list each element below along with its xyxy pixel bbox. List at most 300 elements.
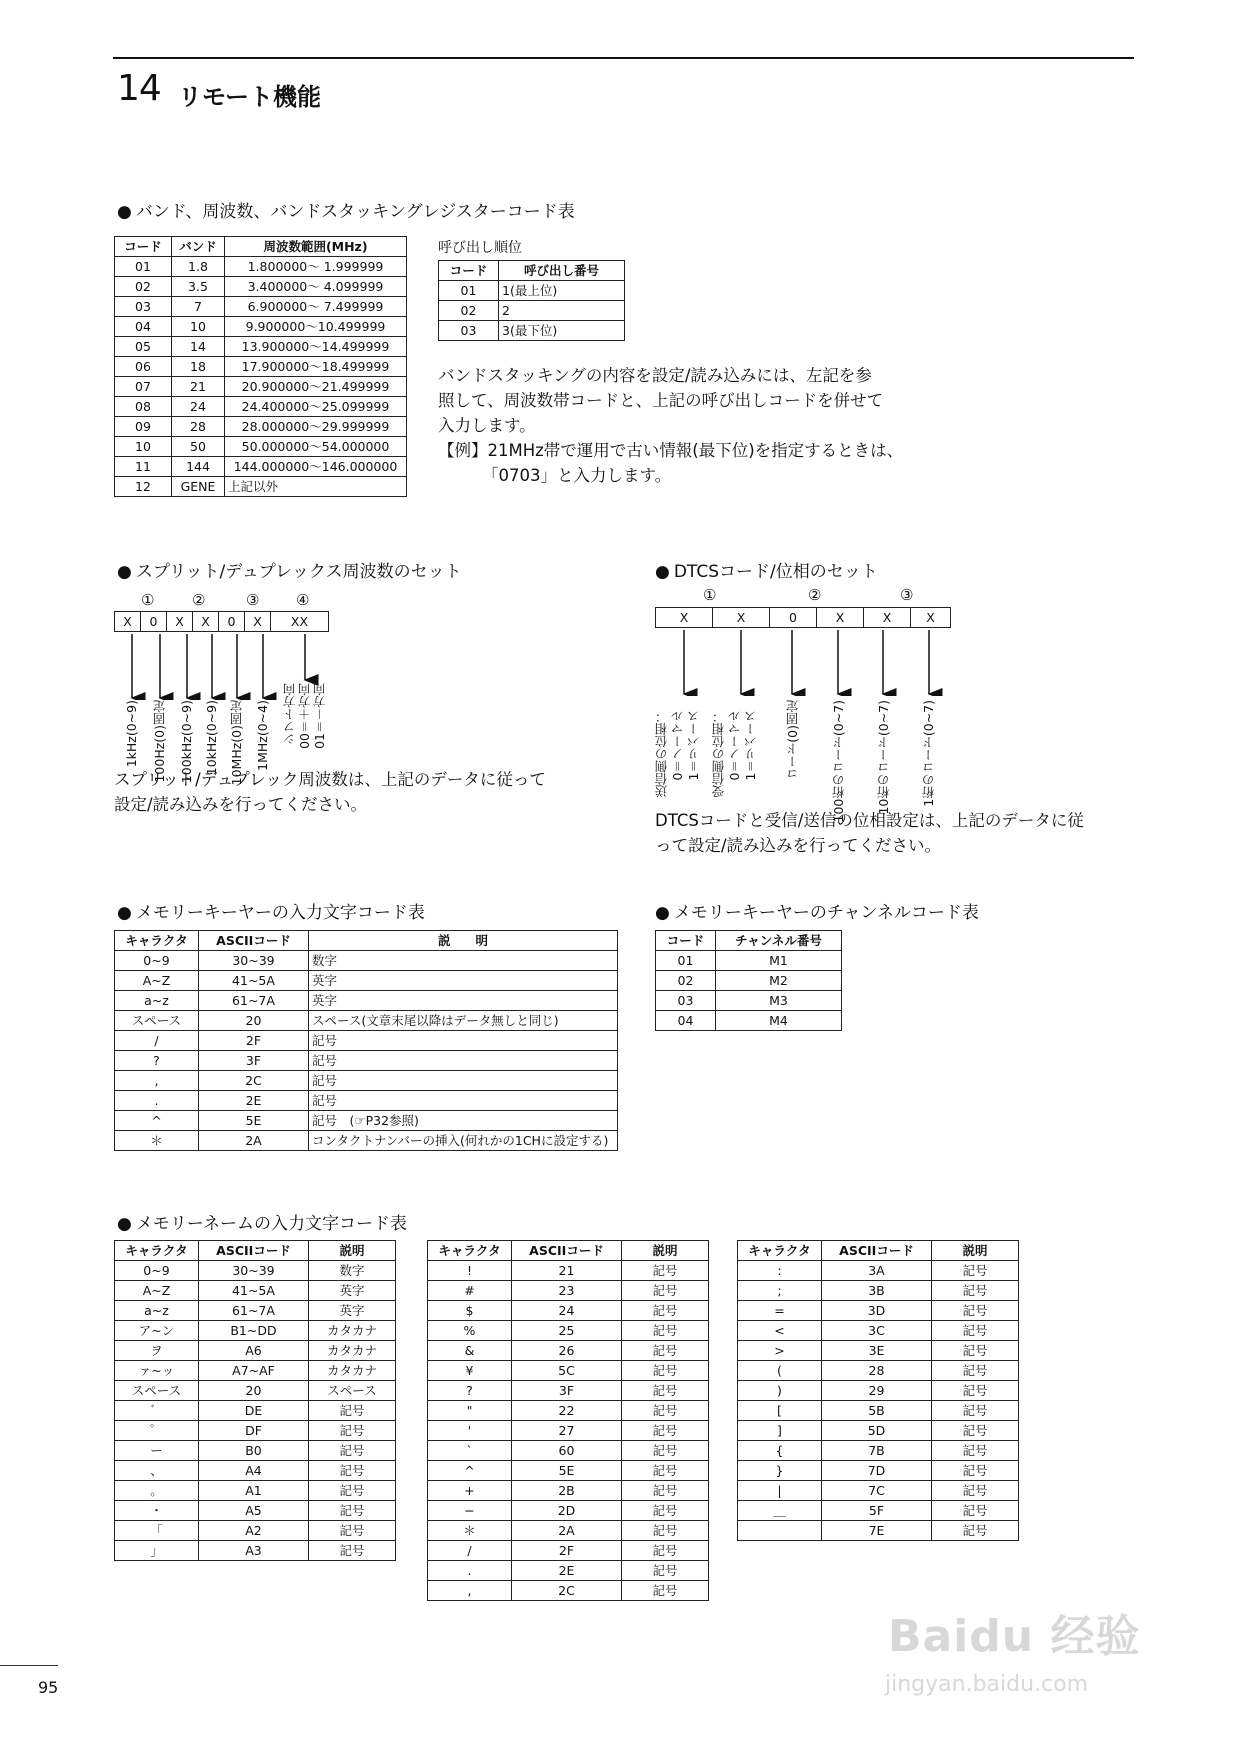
band-row [115,277,407,297]
dtcs-label: 1＝リバース [743,710,758,781]
name-row [115,1281,396,1301]
channel-row [656,971,842,991]
chapter-title: リモート機能 [178,83,322,111]
name-row-cell: 記号 [932,1321,1019,1341]
name-row-cell: ( [738,1361,822,1381]
keyer-row-cell: , [115,1071,199,1091]
channel-table [655,930,842,1031]
band-row-cell: 08 [115,397,172,417]
call-row-cell: 3(最下位) [499,321,625,341]
name-row-cell: { [738,1441,822,1461]
band-row-cell: 05 [115,337,172,357]
name-row-cell: = [738,1301,822,1321]
band-example: 【例】21MHz帯で運用で古い情報(最下位)を指定するときは、 [438,441,904,460]
call-row-cell: 2 [499,301,625,321]
band-row [115,437,407,457]
keyer-row-cell: 2E [199,1091,309,1111]
name-row [428,1461,709,1481]
name-row-cell: 30~39 [199,1261,309,1281]
band-row-cell: 6.900000～ 7.499999 [225,297,407,317]
keyer-row-cell: ? [115,1051,199,1071]
name-row-cell: 記号 [622,1481,709,1501]
split-num-2: ② [192,591,206,609]
keyer-row [115,991,618,1011]
keyer-row-cell: スペース [115,1011,199,1031]
name-col-desc: 説明 [622,1241,709,1261]
name-row-cell: 記号 [622,1541,709,1561]
name-row-cell: 2B [512,1481,622,1501]
band-row-cell: 28 [172,417,225,437]
name-row-cell: スペース [309,1381,396,1401]
name-row-cell: 。 [115,1481,199,1501]
name-row-cell: 7B [822,1441,932,1461]
name-row-cell: 記号 [932,1441,1019,1461]
band-col-code: コード [115,237,172,257]
watermark-url: jingyan.baidu.com [885,1672,1089,1697]
name-row-cell: 3A [822,1261,932,1281]
channel-row-cell: 04 [656,1011,716,1031]
name-row [115,1441,396,1461]
name-row-cell: 記号 [622,1261,709,1281]
name-row [428,1541,709,1561]
call-row [439,321,625,341]
name-row-cell: DF [199,1421,309,1441]
split-label: シフト方向 [282,683,297,746]
name-col-ascii: ASCIIコード [199,1241,309,1261]
name-row-cell: 記号 [622,1341,709,1361]
watermark-brand: Baidu 经验 [888,1611,1141,1662]
name-row-cell: 記号 [622,1421,709,1441]
name-row-cell: 29 [822,1381,932,1401]
name-col-char: キャラクタ [738,1241,822,1261]
keyer-row [115,1111,618,1131]
name-row [428,1381,709,1401]
name-col-ascii: ASCIIコード [822,1241,932,1261]
name-row [115,1341,396,1361]
name-row [738,1281,1019,1301]
name-row-cell: 記号 [309,1421,396,1441]
channel-row [656,991,842,1011]
band-desc-line: 照して、周波数帯コードと、上記の呼び出しコードを併せて [438,391,884,410]
keyer-row-cell: スペース(文章末尾以降はデータ無しと同じ) [309,1011,618,1031]
name-row-cell: 26 [512,1341,622,1361]
band-row-cell: 07 [115,377,172,397]
call-row-cell: 02 [439,301,499,321]
name-row [738,1521,1019,1541]
name-row [115,1361,396,1381]
keyer-row [115,951,618,971]
split-label: 00＝＋方向 [297,683,312,749]
name-row [738,1441,1019,1461]
dtcs-cell: X [817,608,864,628]
split-num-3: ③ [246,591,260,609]
name-row-cell: 記号 [309,1541,396,1561]
chapter-number: 14 [117,68,161,109]
keyer-row-cell: 2F [199,1031,309,1051]
name-row-cell: 2A [512,1521,622,1541]
name-row-cell: 3E [822,1341,932,1361]
name-row-cell: 7C [822,1481,932,1501]
name-row-cell: , [428,1581,512,1601]
name-row [428,1441,709,1461]
channel-row-cell: 02 [656,971,716,991]
split-cell: X [167,612,193,632]
keyer-row-cell: 3F [199,1051,309,1071]
name-row [115,1501,396,1521]
keyer-row-cell: 記号 [309,1071,618,1091]
band-desc-line: バンドスタッキングの内容を設定/読み込みには、左記を参 [438,366,872,385]
name-row-cell: A2 [199,1521,309,1541]
name-row-cell: 英字 [309,1301,396,1321]
name-row-cell: 記号 [622,1401,709,1421]
band-row [115,477,407,497]
call-row [439,281,625,301]
name-row-cell: 記号 [932,1281,1019,1301]
keyer-row-cell: 5E [199,1111,309,1131]
name-row-cell: 」 [115,1541,199,1561]
name-row [738,1481,1019,1501]
name-row [115,1521,396,1541]
band-table [114,236,407,497]
band-row-cell: 9.900000～10.499999 [225,317,407,337]
band-row [115,457,407,477]
band-row-cell: 21 [172,377,225,397]
name-row-cell: カタカナ [309,1321,396,1341]
split-cell: 0 [141,612,167,632]
band-row-cell: 50 [172,437,225,457]
band-row-cell: 09 [115,417,172,437]
band-row [115,417,407,437]
band-row-cell: 12 [115,477,172,497]
name-row-cell: ＿ [738,1501,822,1521]
band-row-cell: 50.000000～54.000000 [225,437,407,457]
name-row-cell: 5B [822,1401,932,1421]
dtcs-num-1: ① [703,586,717,604]
keyer-row-cell: 記号 [309,1091,618,1111]
split-cell: 0 [219,612,245,632]
name-row-cell: 25 [512,1321,622,1341]
keyer-row [115,1071,618,1091]
channel-row-cell: 03 [656,991,716,1011]
band-row-cell: 03 [115,297,172,317]
call-row [439,301,625,321]
name-row-cell: ? [428,1381,512,1401]
keyer-row-cell: 数字 [309,951,618,971]
name-row-cell: ー [115,1441,199,1461]
name-row [428,1401,709,1421]
dtcs-label: 0＝ノーマル [670,710,685,781]
name-table-2 [427,1240,709,1601]
band-col-range: 周波数範囲(MHz) [225,237,407,257]
keyer-row-cell: ＊ [115,1131,199,1151]
band-row-cell: 28.000000～29.999999 [225,417,407,437]
split-num-4: ④ [296,591,310,609]
keyer-row-cell: 2C [199,1071,309,1091]
channel-col-code: コード [656,931,716,951]
call-col-code: コード [439,261,499,281]
name-row-cell: 記号 [309,1521,396,1541]
dtcs-label: 1桁のコード(0~7) [921,700,936,807]
name-row-cell: 5E [512,1461,622,1481]
band-example-2: 「0703」と入力します。 [482,466,672,485]
split-label: 1MHz(0~4) [255,700,270,771]
name-row [738,1381,1019,1401]
name-row-cell: 記号 [622,1521,709,1541]
band-row-cell: 144.000000～146.000000 [225,457,407,477]
name-row [115,1481,396,1501]
name-row-cell: + [428,1481,512,1501]
name-row [738,1341,1019,1361]
name-row-cell: ¥ [428,1361,512,1381]
dtcs-label: 100桁のコード(0~7) [831,700,846,823]
dtcs-label: 受信側の位相： [711,710,726,798]
name-row-cell: B0 [199,1441,309,1461]
dtcs-cell: X [864,608,911,628]
name-row-cell: 記号 [932,1481,1019,1501]
name-row [428,1561,709,1581]
name-row-cell: 記号 [622,1501,709,1521]
name-row [738,1301,1019,1321]
name-row-cell: # [428,1281,512,1301]
split-label: 100kHz(0~9) [179,700,194,784]
name-row-cell: > [738,1341,822,1361]
name-row-cell: 記号 [309,1481,396,1501]
name-row-cell: 英字 [309,1281,396,1301]
band-row-cell: 18 [172,357,225,377]
split-heading: ● スプリット/デュプレックス周波数のセット [117,562,462,582]
band-row [115,397,407,417]
band-row-cell: 06 [115,357,172,377]
band-description [438,363,903,488]
keyer-row-cell: 英字 [309,971,618,991]
name-row [428,1521,709,1541]
name-row-cell: A1 [199,1481,309,1501]
name-row-cell: ・ [115,1501,199,1521]
band-row-cell: 10 [115,437,172,457]
name-row-cell: A7~AF [199,1361,309,1381]
name-heading: ● メモリーネームの入力文字コード表 [117,1214,407,1234]
name-row [115,1301,396,1321]
name-row [428,1581,709,1601]
name-row-cell: 数字 [309,1261,396,1281]
keyer-row-cell: 41~5A [199,971,309,991]
dtcs-cell: X [911,608,951,628]
split-label: 100Hz(0)固定 [152,700,167,783]
channel-col-number: チャンネル番号 [716,931,842,951]
name-row-cell: 記号 [622,1301,709,1321]
dtcs-description [655,808,1084,858]
split-code-box [114,611,329,632]
name-row-cell: ゜ [115,1421,199,1441]
band-row-cell: 24 [172,397,225,417]
band-row-cell: 7 [172,297,225,317]
keyer-row-cell: 2A [199,1131,309,1151]
name-row [428,1421,709,1441]
name-row-cell: ^ [428,1461,512,1481]
channel-heading: ● メモリーキーヤーのチャンネルコード表 [655,903,979,923]
name-row-cell: A5 [199,1501,309,1521]
name-row-cell: 記号 [622,1361,709,1381]
keyer-row-cell: コンタクトナンバーの挿入(何れかの1CHに設定する) [309,1131,618,1151]
name-row-cell: ' [428,1421,512,1441]
keyer-row-cell: 記号 [309,1031,618,1051]
name-row-cell: 28 [822,1361,932,1381]
name-row [738,1421,1019,1441]
split-num-1: ① [141,591,155,609]
name-row-cell: ! [428,1261,512,1281]
name-row-cell: 記号 [622,1441,709,1461]
name-row [115,1261,396,1281]
name-row-cell: 7E [822,1521,932,1541]
name-col-char: キャラクタ [115,1241,199,1261]
name-row-cell: 0~9 [115,1261,199,1281]
name-row-cell: 27 [512,1421,622,1441]
name-col-char: キャラクタ [428,1241,512,1261]
name-row-cell: 記号 [309,1461,396,1481]
name-row-cell: 記号 [622,1461,709,1481]
call-row-cell: 03 [439,321,499,341]
dtcs-num-2: ② [808,586,822,604]
band-row-cell: 1.8 [172,257,225,277]
name-row [428,1281,709,1301]
name-row-cell: 5D [822,1421,932,1441]
name-row-cell: 20 [199,1381,309,1401]
keyer-row [115,1051,618,1071]
band-desc-line: 入力します。 [438,416,536,435]
name-row-cell: 2C [512,1581,622,1601]
name-row-cell: A~Z [115,1281,199,1301]
band-row-cell: 11 [115,457,172,477]
split-description [114,767,546,817]
name-row-cell: A4 [199,1461,309,1481]
name-row-cell: カタカナ [309,1361,396,1381]
keyer-row-cell: 0~9 [115,951,199,971]
dtcs-cell: 0 [770,608,817,628]
name-row-cell: 記号 [309,1441,396,1461]
name-row-cell: 記号 [309,1401,396,1421]
name-row-cell: カタカナ [309,1341,396,1361]
name-row [115,1541,396,1561]
name-row-cell: 41~5A [199,1281,309,1301]
keyer-col-ascii: ASCIIコード [199,931,309,951]
name-row [428,1481,709,1501]
keyer-row-cell: 61~7A [199,991,309,1011]
name-row-cell: 3F [512,1381,622,1401]
name-row [428,1341,709,1361]
name-row-cell: $ [428,1301,512,1321]
band-row-cell: 3.5 [172,277,225,297]
page-rule [0,1665,58,1666]
name-row-cell: } [738,1461,822,1481]
name-row [738,1261,1019,1281]
band-row-cell: 17.900000～18.499999 [225,357,407,377]
name-row [115,1461,396,1481]
band-row [115,297,407,317]
name-row-cell: & [428,1341,512,1361]
dtcs-code-box [655,607,951,628]
keyer-row-cell: / [115,1031,199,1051]
name-row-cell: 記号 [622,1381,709,1401]
name-row-cell: 60 [512,1441,622,1461]
name-row [428,1321,709,1341]
band-row-cell: 01 [115,257,172,277]
name-row-cell: ` [428,1441,512,1461]
name-col-desc: 説明 [309,1241,396,1261]
split-cell: XX [271,612,329,632]
band-row-cell: 24.400000～25.099999 [225,397,407,417]
dtcs-label: 1＝リバース [686,710,701,781]
name-row-cell: 3D [822,1301,932,1321]
name-row-cell: ア~ン [115,1321,199,1341]
name-row-cell: 23 [512,1281,622,1301]
name-row-cell: 記号 [622,1581,709,1601]
name-row-cell: 、 [115,1461,199,1481]
name-row-cell: 2D [512,1501,622,1521]
band-row-cell: 14 [172,337,225,357]
name-row-cell: 7D [822,1461,932,1481]
call-table [438,260,625,341]
name-row [115,1381,396,1401]
name-table-3 [737,1240,1019,1541]
name-row-cell: % [428,1321,512,1341]
call-col-number: 呼び出し番号 [499,261,625,281]
name-row-cell: 5C [512,1361,622,1381]
name-row-cell: A3 [199,1541,309,1561]
name-row [738,1461,1019,1481]
name-row-cell [738,1521,822,1541]
channel-row-cell: M1 [716,951,842,971]
name-row [115,1401,396,1421]
split-cell: X [115,612,141,632]
name-row-cell: 記号 [309,1501,396,1521]
name-row-cell: 2F [512,1541,622,1561]
name-row-cell: 22 [512,1401,622,1421]
name-row-cell: ヲ [115,1341,199,1361]
dtcs-arrows [655,626,955,696]
name-row-cell: 記号 [932,1401,1019,1421]
name-row-cell: 21 [512,1261,622,1281]
name-row-cell: 5F [822,1501,932,1521]
top-rule [113,57,1134,59]
name-row-cell: 「 [115,1521,199,1541]
name-row [115,1421,396,1441]
band-row [115,257,407,277]
name-row-cell: A6 [199,1341,309,1361]
band-row-cell: 20.900000～21.499999 [225,377,407,397]
name-row-cell: ; [738,1281,822,1301]
keyer-row-cell: A~Z [115,971,199,991]
name-row [428,1301,709,1321]
band-row-cell: 144 [172,457,225,477]
split-label: 1kHz(0~9) [124,700,139,768]
name-row-cell: 記号 [932,1301,1019,1321]
dtcs-desc-line: DTCSコードと受信/送信の位相設定は、上記のデータに従 [655,811,1084,830]
channel-row-cell: M4 [716,1011,842,1031]
keyer-row [115,1091,618,1111]
name-row-cell: 記号 [932,1261,1019,1281]
name-row-cell: − [428,1501,512,1521]
keyer-row-cell: 記号 (☞P32参照) [309,1111,618,1131]
name-row [428,1501,709,1521]
call-order-label: 呼び出し順位 [438,240,522,256]
name-row [738,1321,1019,1341]
band-col-band: バンド [172,237,225,257]
name-row [115,1321,396,1341]
band-row [115,357,407,377]
name-row-cell: 記号 [932,1421,1019,1441]
dtcs-cell: X [713,608,770,628]
channel-row-cell: M2 [716,971,842,991]
